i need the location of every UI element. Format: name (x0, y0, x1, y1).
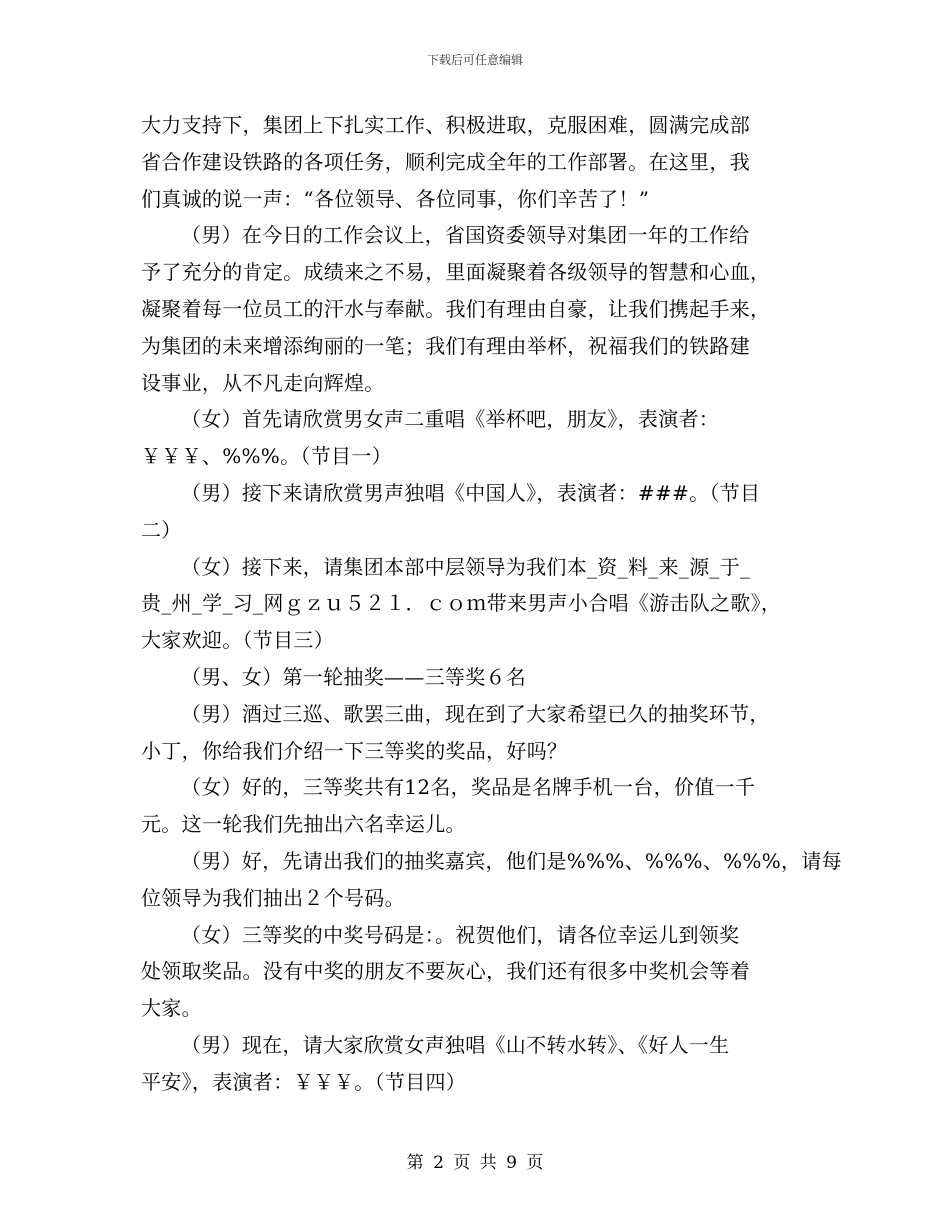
text-line: 大家欢迎。（节目三） (141, 628, 334, 653)
text-line: 大家。 (141, 996, 202, 1021)
text-line: 贵_州_学_习_网ｇｚｕ５２１．ｃｏｍ带来男声小合唱《游击队之歌》， (141, 591, 782, 616)
text-line: 平安》，表演者：￥￥￥。（节目四） (141, 1069, 467, 1094)
text-line: 大力支持下，集团上下扎实工作、积极进取，克服困难，圆满完成部 (141, 113, 750, 137)
text-line: ￥￥￥、%%%。（节目一） (141, 444, 392, 469)
text-line: 小丁，你给我们介绍一下三等奖的奖品，好吗？ (141, 738, 568, 763)
text-line: 二） (141, 517, 182, 542)
page-header: 下载后可任意编辑 (426, 53, 523, 67)
text-line: 为集团的未来增添绚丽的一笔；我们有理由举杯，祝福我们的铁路建 (141, 333, 750, 358)
text-line: 们真诚的说一声：“各位领导、各位同事，你们辛苦了！” (141, 186, 650, 211)
text-line: （男）接下来请欣赏男声独唱《中国人》，表演者：###。（节目 (181, 480, 761, 505)
text-line: （男）好，先请出我们的抽奖嘉宾，他们是%%%、%%%、%%%，请每 (181, 848, 842, 873)
text-line: （男、女）第一轮抽奖——三等奖６名 (181, 664, 527, 689)
text-line: 凝聚着每一位员工的汗水与奉献。我们有理由自豪，让我们携起手来， (141, 296, 771, 321)
text-line: （女）接下来，请集团本部中层领导为我们本_资_料_来_源_于_ (181, 554, 751, 579)
text-line: （男）现在，请大家欣赏女声独唱《山不转水转》、《好人一生 (181, 1032, 730, 1057)
text-line: 处领取奖品。没有中奖的朋友不要灰心，我们还有很多中奖机会等着 (141, 959, 750, 984)
text-line: 予了充分的肯定。成绩来之不易，里面凝聚着各级领导的智慧和心血， (141, 260, 771, 285)
text-line: （男）在今日的工作会议上，省国资委领导对集团一年的工作给 (181, 223, 750, 248)
text-line: （女）好的，三等奖共有12名，奖品是名牌手机一台，价值一千 (181, 775, 756, 800)
text-line: 设事业，从不凡走向辉煌。 (141, 370, 385, 395)
text-line: （女）首先请欣赏男女声二重唱《举杯吧，朋友》，表演者： (181, 407, 720, 432)
text-line: （女）三等奖的中奖号码是：。祝贺他们，请各位幸运儿到领奖 (181, 922, 740, 947)
text-line: 位领导为我们抽出２个号码。 (141, 885, 405, 910)
text-line: 省合作建设铁路的各项任务，顺利完成全年的工作部署。在这里，我 (141, 149, 750, 174)
text-line: （男）酒过三巡、歌罢三曲，现在到了大家希望已久的抽奖环节， (181, 701, 770, 726)
page-number: 第 2 页 共 9 页 (406, 1153, 544, 1173)
document-body (141, 107, 842, 1101)
text-line: 元。这一轮我们先抽出六名幸运儿。 (141, 812, 466, 837)
